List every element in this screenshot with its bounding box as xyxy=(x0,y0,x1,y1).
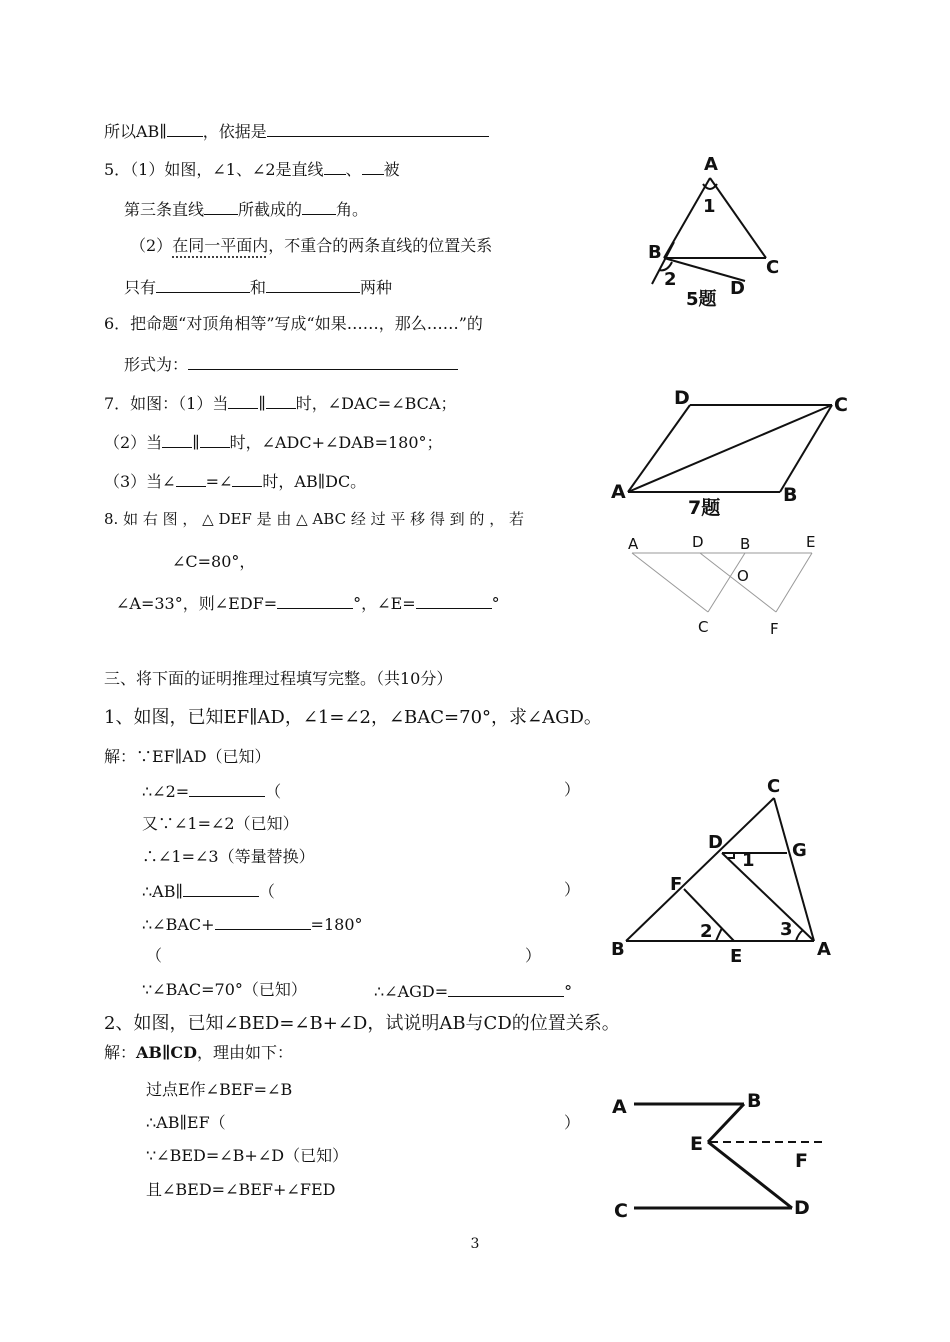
label-c: C xyxy=(614,1200,628,1222)
proof2-step4: 且∠BED=∠BEF+∠FED xyxy=(146,1180,336,1199)
proof1-step5: ∴AB∥ （ xyxy=(142,882,275,901)
proof2-step1: 过点E作∠BEF=∠B xyxy=(146,1080,293,1099)
label-e: E xyxy=(730,946,743,967)
proof1-step6: ∴∠BAC+ =180° xyxy=(142,915,363,934)
label-1: 1 xyxy=(742,850,755,871)
q8-line1: 8. 如 右 图 ， △ DEF 是 由 △ ABC 经 过 平 移 得 到 的 ， 若 xyxy=(104,510,524,528)
label-3: 3 xyxy=(780,919,793,940)
proof1-step8: ∵∠BAC=70°（已知） xyxy=(142,980,307,999)
proof1-step7-close: ） xyxy=(525,946,542,965)
label-2: 2 xyxy=(664,269,677,290)
label-f: F xyxy=(795,1150,808,1172)
label-d: D xyxy=(708,832,723,853)
label-b: B xyxy=(648,242,662,263)
label-g: G xyxy=(792,840,807,861)
proof2-question: 2、如图，已知∠BED=∠B+∠D，试说明AB与CD的位置关系。 xyxy=(104,1013,620,1034)
label-e: E xyxy=(690,1133,703,1155)
proof1-step2-close: ） xyxy=(564,780,581,799)
label-b: B xyxy=(783,484,798,506)
label-b: B xyxy=(740,535,751,553)
section-3-heading: 三、将下面的证明推理过程填写完整。（共10分） xyxy=(104,669,453,688)
label-c: C xyxy=(834,394,848,416)
proof1-step5-close: ） xyxy=(564,880,581,899)
line-ed xyxy=(708,1142,792,1208)
proof2-step3: ∵∠BED=∠B+∠D（已知） xyxy=(146,1146,349,1165)
proof2-step2: ∴AB∥EF（ xyxy=(146,1113,226,1132)
proof1-step4: ∴∠1=∠3（等量替换） xyxy=(142,847,315,866)
label-f: F xyxy=(670,874,683,895)
label-o: O xyxy=(737,567,749,585)
label-a: A xyxy=(612,1096,627,1118)
label-1: 1 xyxy=(703,196,716,217)
q7-line3: （3）当∠ =∠ 时，AB∥DC。 xyxy=(104,472,367,491)
label-a: A xyxy=(817,939,831,960)
proof1-step2: ∴∠2= （ xyxy=(142,782,282,801)
proof1-step8-answer: ∴∠AGD= ° xyxy=(374,982,573,1001)
label-a: A xyxy=(704,154,718,175)
q4-tail-line: 所以AB∥ ，依据是 xyxy=(104,120,489,142)
label-c: C xyxy=(766,257,780,278)
line-be xyxy=(708,1104,744,1142)
label-2: 2 xyxy=(700,921,713,942)
label-b: B xyxy=(747,1090,762,1112)
q8-line3: ∠A=33°，则∠EDF= °，∠E= ° xyxy=(116,594,500,613)
proof2-answer: 解：AB∥CD，理由如下： xyxy=(104,1043,294,1062)
q7-line1: 7．如图：（1）当 ∥ 时，∠DAC=∠BCA； xyxy=(104,394,457,413)
label-d: D xyxy=(794,1197,810,1219)
q6-line2: 形式为： xyxy=(124,353,458,375)
q8-line2: ∠C=80°， xyxy=(172,552,256,571)
q5-line3: （2）在同一平面内，不重合的两条直线的位置关系 xyxy=(130,236,493,255)
proof1-step7: （ xyxy=(146,946,163,965)
q5-line4: 只有 和 两种 xyxy=(124,278,393,297)
proof1-question: 1、如图，已知EF∥AD，∠1=∠2，∠BAC=70°，求∠AGD。 xyxy=(104,707,602,728)
proof1-step1: 解：∵EF∥AD（已知） xyxy=(104,747,271,766)
q6-line1: 6．把命题“对顶角相等”写成“如果……，那么……”的 xyxy=(104,314,483,333)
label-a: A xyxy=(611,481,626,503)
q5-line2: 第三条直线 所截成的 角。 xyxy=(124,200,369,219)
label-c: C xyxy=(698,618,709,636)
q5-line1: 5．（1）如图，∠1、∠2是直线 、 被 xyxy=(104,160,400,179)
label-d: D xyxy=(730,278,745,299)
q7-line2: （2）当 ∥ 时，∠ADC+∠DAB=180°； xyxy=(104,433,443,452)
label-d: D xyxy=(692,533,704,551)
proof1-step3: 又∵∠1=∠2（已知） xyxy=(142,814,299,833)
label-a: A xyxy=(628,535,639,553)
label-f: F xyxy=(770,620,779,638)
figure-proof-2-lines xyxy=(634,1104,822,1208)
figure-7-caption: 7题 xyxy=(688,497,721,519)
label-e: E xyxy=(806,533,816,551)
page-number: 3 xyxy=(470,1236,480,1252)
label-d: D xyxy=(674,387,690,409)
proof2-step2-close: ） xyxy=(564,1113,581,1132)
figure-5-caption: 5题 xyxy=(686,289,717,310)
label-b: B xyxy=(611,939,625,960)
label-c: C xyxy=(767,776,781,797)
